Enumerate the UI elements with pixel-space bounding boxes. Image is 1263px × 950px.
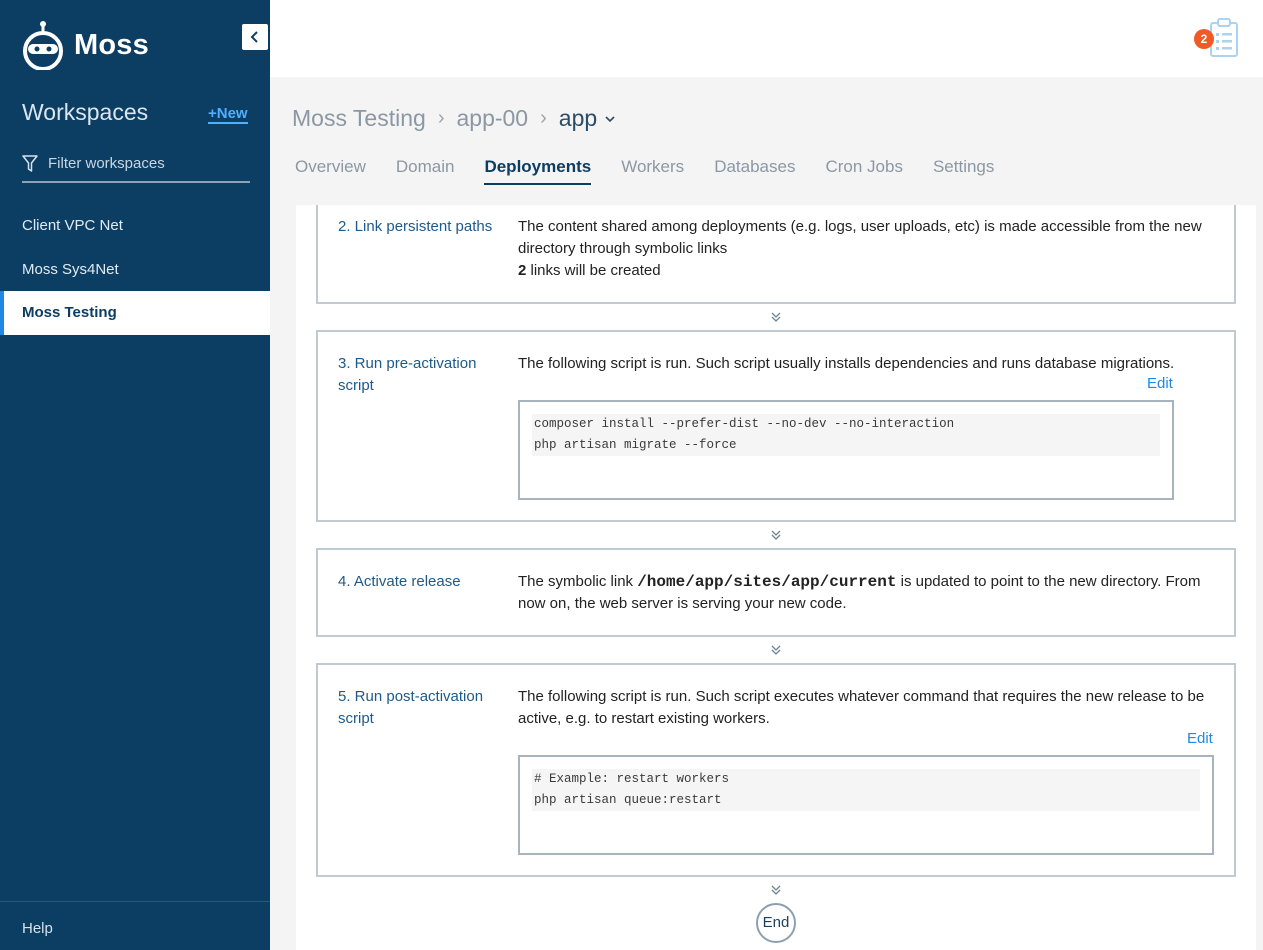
links-count: 2 (518, 262, 527, 279)
page-header (270, 77, 1263, 205)
step-description: The following script is run. Such script executes whatever command that requires the new release to be active, e.g. to restart existing workers. (518, 688, 1205, 727)
chevron-double-down-icon (768, 311, 784, 323)
chevron-double-down-icon (768, 884, 784, 896)
notification-badge: 2 (1194, 29, 1214, 49)
step-description (518, 571, 1218, 615)
sidebar-item-client-vpc-net[interactable]: Client VPC Net (22, 217, 123, 234)
tab-overview[interactable]: Overview (295, 157, 366, 176)
deployment-steps-panel (296, 205, 1256, 950)
sidebar-footer (0, 901, 270, 950)
app-name: Moss (74, 28, 149, 61)
step-post-activation-script (316, 663, 1236, 877)
step-description-text: The content shared among deployments (e.g. logs, user uploads, etc) is made accessible from the new directory through symbolic links (518, 218, 1202, 257)
tab-databases[interactable]: Databases (714, 157, 796, 176)
top-bar (270, 0, 1263, 77)
post-activation-script-code: # Example: restart workers php artisan queue:restart (532, 769, 1200, 811)
step-description-prefix: The symbolic link (518, 573, 638, 590)
breadcrumb-server[interactable]: app-00 (456, 105, 529, 131)
workspace-filter (22, 150, 250, 183)
links-count-suffix: links will be created (526, 262, 661, 279)
help-link[interactable]: Help (22, 920, 53, 937)
step-title: 4. Activate release (338, 573, 461, 590)
chevron-down-icon[interactable] (605, 115, 615, 123)
breadcrumb-separator-icon: › (437, 107, 445, 129)
new-workspace-link[interactable]: +New (208, 105, 248, 122)
robot-logo-icon (22, 20, 64, 70)
step-description (518, 216, 1218, 282)
filter-workspaces-input[interactable] (48, 155, 243, 172)
edit-pre-activation-script-link[interactable]: Edit (1147, 375, 1173, 392)
step-description: The following script is run. Such script usually installs dependencies and runs database migrations. (518, 355, 1175, 372)
step-link-persistent-paths (316, 205, 1236, 304)
end-node: End (756, 903, 796, 943)
app-logo[interactable] (22, 20, 149, 70)
step-pre-activation-script (316, 330, 1236, 522)
pre-activation-script-code: composer install --prefer-dist --no-dev --no-interaction php artisan migrate --force (532, 414, 1160, 456)
chevron-double-down-icon (768, 529, 784, 541)
post-activation-script-editor[interactable] (518, 755, 1214, 855)
sidebar (0, 0, 270, 950)
tab-workers[interactable]: Workers (621, 157, 685, 176)
sidebar-item-moss-testing[interactable]: Moss Testing (0, 291, 270, 335)
tab-cron-jobs[interactable]: Cron Jobs (825, 157, 903, 176)
step-title: 3. Run pre-activation script (338, 355, 477, 394)
edit-post-activation-script-link[interactable]: Edit (1187, 730, 1213, 747)
step-activate-release (316, 548, 1236, 637)
chevron-double-down-icon (768, 644, 784, 656)
step-title: 2. Link persistent paths (338, 218, 493, 235)
breadcrumb-separator-icon: › (540, 107, 547, 129)
tab-settings[interactable]: Settings (932, 157, 995, 176)
breadcrumb (292, 105, 615, 132)
tab-deployments[interactable]: Deployments (484, 157, 591, 185)
chevron-left-icon (250, 31, 260, 43)
tab-bar (295, 157, 1024, 185)
breadcrumb-app[interactable]: app (558, 105, 598, 131)
current-symlink-path: /home/app/sites/app/current (637, 573, 897, 591)
pre-activation-script-editor[interactable] (518, 400, 1174, 500)
tab-domain[interactable]: Domain (395, 157, 455, 176)
filter-icon (22, 155, 38, 173)
sidebar-item-moss-sys4net[interactable]: Moss Sys4Net (22, 261, 119, 278)
step-description-suffix: is updated to point to the new directory. From now on, the web server is serving your new code. (518, 573, 1201, 612)
breadcrumb-workspace[interactable]: Moss Testing (292, 105, 426, 131)
step-title: 5. Run post-activation script (338, 688, 484, 727)
collapse-sidebar-button[interactable] (242, 24, 268, 50)
workspaces-title: Workspaces (22, 99, 149, 125)
